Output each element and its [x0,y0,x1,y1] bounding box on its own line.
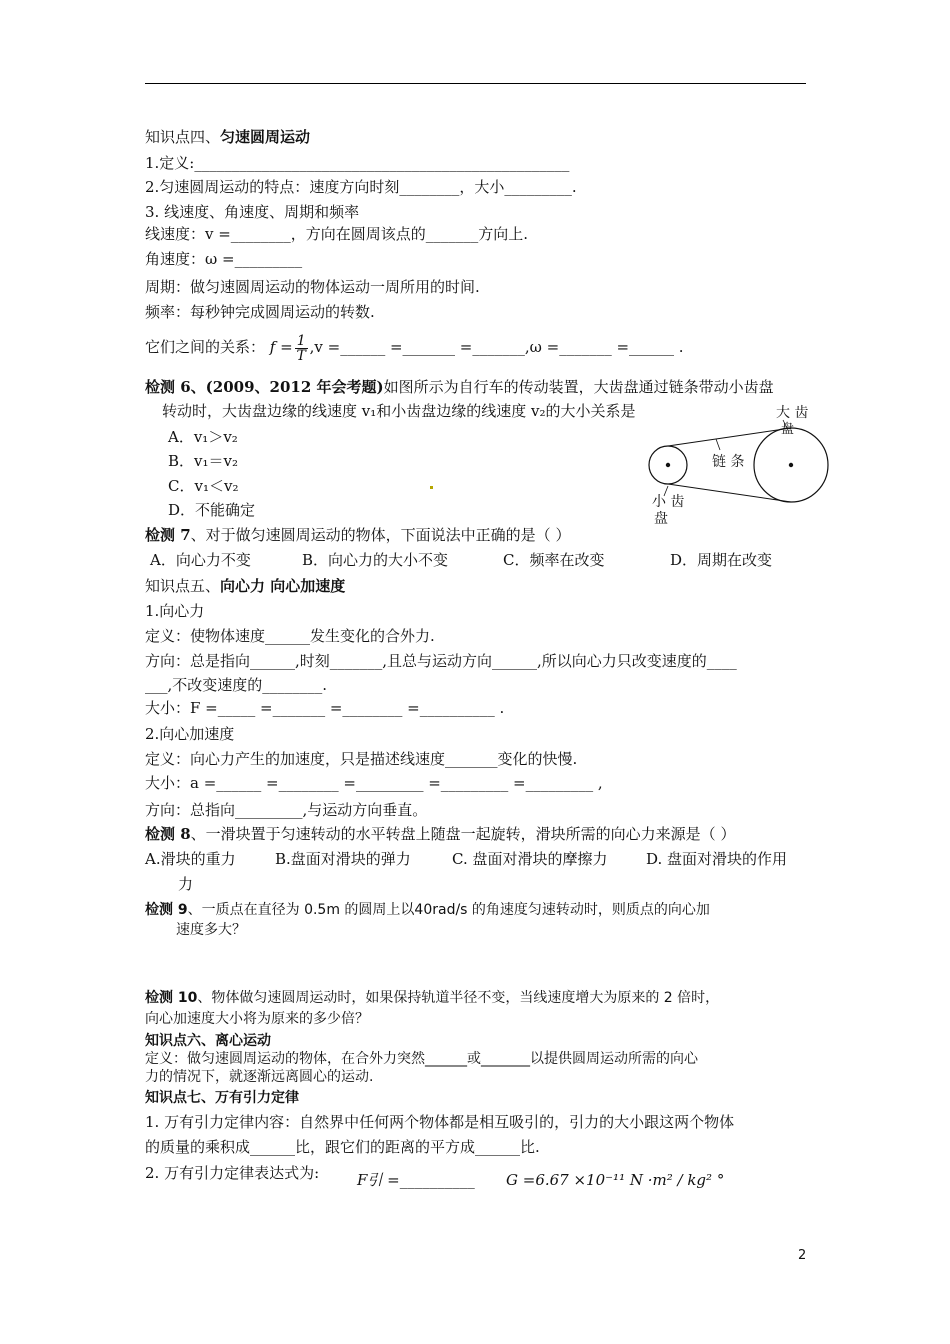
section6-title: 知识点六、离心运动 [145,1033,271,1049]
q8-option-a: A.滑块的重力 [145,850,236,868]
section5-sub2: 2.向心加速度 [145,725,235,743]
q10-question: 检测 10、物体做匀速圆周运动时，如果保持轨道半径不变，当线速度增大为原来的 2 倍时， [145,990,720,1006]
q7-option-d: D．周期在改变 [670,551,773,569]
section4-subhead: 3. 线速度、角速度、周期和频率 [145,203,360,221]
q9-question-2: 速度多大？ [176,922,246,938]
q10-question-2: 向心加速度大小将为原来的多少倍？ [145,1011,369,1027]
centripetal-force-direction: 方向：总是指向______,时刻_______,且总与运动方向______,所以向心力只改变速度的____ [145,652,737,670]
section4-feature: 2.匀速圆周运动的特点：速度方向时刻________，大小_________. [145,178,577,196]
section5-title: 知识点五、向心力 向心加速度 [145,577,346,595]
small-gear-label: 小 齿 [652,494,685,510]
centripetal-force-magnitude: 大小：F =_____ =_______ =________ =__________ . [145,699,505,717]
q7-question: 检测 7、对于做匀速圆周运动的物体，下面说法中正确的是（ ） [145,526,571,544]
q6-option-c: C．v₁＜v₂ [168,477,239,495]
period-line: 周期：做匀速圆周运动的物体运动一周所用的时间. [145,278,480,296]
centripetal-force-definition: 定义：使物体速度______发生变化的合外力. [145,627,435,645]
section6-definition: 定义：做匀速圆周运动的物体，在合外力突然______或_______以提供圆周运动所需的向心 [145,1051,698,1067]
big-gear-center [789,463,793,467]
header-rule [145,83,806,84]
centripetal-accel-magnitude: 大小：a =______ =________ =_________ =_________ =_________ , [145,774,603,792]
chain-pointer [716,439,720,450]
q6-option-d: D．不能确定 [168,501,256,519]
chain-top [668,428,791,446]
section7-title: 知识点七、万有引力定律 [145,1090,299,1106]
section7-expression-label: 2. 万有引力定律表达式为: [145,1164,320,1182]
section4-title: 知识点四、匀速圆周运动 [145,128,311,146]
frequency-line: 频率：每秒钟完成圆周运动的转数. [145,303,375,321]
small-gear-center [666,463,670,467]
q6-line1: 检测 6、(2009、2012 年会考题)如图所示为自行车的传动装置，大齿盘通过链条带动小齿盘 [145,378,774,396]
section5-sub1: 1.向心力 [145,602,205,620]
q8-option-b: B.盘面对滑块的弹力 [275,850,411,868]
fraction-1-over-T: $\frac{1}{T}$ [296,332,306,364]
q7-option-b: B．向心力的大小不变 [302,551,449,569]
relations-line: 它们之间的关系： f = $\frac{1}{T}$ ,v =______ =_______ =_______,ω =_______ =______ . [145,332,684,364]
q8-option-d: D. 盘面对滑块的作用 [646,850,788,868]
centripetal-accel-direction: 方向：总指向_________,与运动方向垂直。 [145,801,428,819]
q8-option-d-wrap: 力 [178,875,194,893]
q7-option-c: C．频率在改变 [503,551,605,569]
big-gear-label-2: 盘 [781,422,795,437]
small-gear-label-2: 盘 [654,511,668,527]
section4-definition: 1.定义:__________________________________________________ [145,154,570,172]
gravitational-constant: G =6.67 ×10⁻¹¹ N ·m² / kg² ° [506,1171,725,1189]
angular-velocity-line: 角速度：ω =_________ [145,250,303,268]
q9-question: 检测 9、一质点在直径为 0.5m 的圆周上以40rad/s 的角速度匀速转动时，则质点的向心加 [145,902,710,918]
section7-content: 1. 万有引力定律内容：自然界中任何两个物体都是相互吸引的，引力的大小跟这两个物体 [145,1113,735,1131]
section7-content-2: 的质量的乘积成______比，跟它们的距离的平方成______比. [145,1138,540,1156]
linear-velocity-line: 线速度：v =________，方向在圆周该点的_______方向上. [145,225,529,243]
q7-option-a: A．向心力不变 [150,551,251,569]
big-gear-label: 大 齿 [776,405,809,421]
q6-line2: 转动时，大齿盘边缘的线速度 v₁和小齿盘边缘的线速度 v₂的大小关系是 [162,402,636,420]
centripetal-accel-definition: 定义：向心力产生的加速度，只是描述线速度_______变化的快慢. [145,750,578,768]
stray-mark [430,486,433,489]
page-number: 2 [798,1248,807,1263]
section6-definition-2: 力的情况下，就逐渐远离圆心的运动. [145,1069,374,1085]
centripetal-force-direction-2: ___,不改变速度的________. [145,676,328,694]
q6-option-b: B．v₁＝v₂ [168,452,238,470]
q8-question: 检测 8、一滑块置于匀速转动的水平转盘上随盘一起旋转，滑块所需的向心力来源是（ ） [145,825,736,843]
gravity-formula: F引 =__________ [357,1171,475,1189]
chain-label: 链 条 [712,454,745,470]
q8-option-c: C. 盘面对滑块的摩擦力 [452,850,608,868]
q6-option-a: A．v₁＞v₂ [168,428,238,446]
chain-bottom [668,484,791,502]
